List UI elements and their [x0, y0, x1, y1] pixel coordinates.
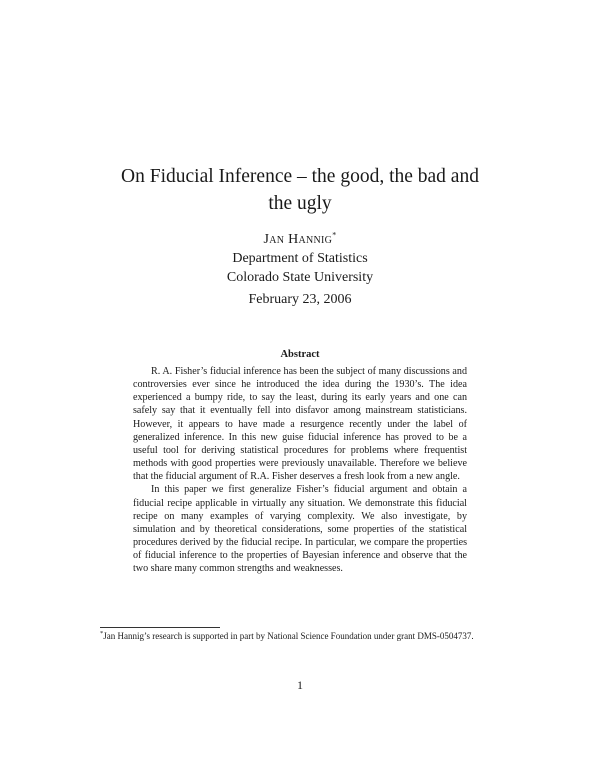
abstract-heading: Abstract	[280, 349, 320, 360]
title-line-2: the ugly	[268, 193, 332, 214]
paper-date: February 23, 2006	[248, 292, 352, 307]
footnote-text: Jan Hannig’s research is supported in part by National Science Foundation under grant DMS-0504737.	[103, 631, 474, 641]
abstract-body	[133, 365, 467, 576]
author-block	[100, 230, 500, 287]
footnote	[100, 630, 504, 642]
abstract-paragraph-1: R. A. Fisher’s fiducial inference has been the subject of many discussions and controversies ever since he introduced the idea during the 1930’s. The idea experienced a bumpy ride, to say the least, during its early years and one can safely say that it eventually fell into disfavor among mainstream statisticians. However, it appears to have made a resurgence recently under the label of generalized inference. In this new guise fiducial inference has proved to be a useful tool for deriving statistical procedures for problems where frequentist methods with good properties were previously unavailable. Therefore we believe that the fiducial argument of R.A. Fisher deserves a fresh look from a new angle.	[133, 366, 467, 483]
abstract-paragraph-2: In this paper we first generalize Fisher’s fiducial argument and obtain a fiducial recipe applicable in virtually any situation. We demonstrate this fiducial recipe on many examples of varying complexity. We also investigate, by simulation and by theoretical considerations, some properties of the statistical procedures derived by the fiducial recipe. In particular, we compare the properties of fiducial inference to the properties of Bayesian inference and observe that the two share many common strengths and weaknesses.	[133, 484, 467, 575]
author-footnote-marker: *	[332, 230, 337, 240]
author-university: Colorado State University	[226, 270, 374, 285]
author-department: Department of Statistics	[232, 251, 368, 266]
page-number: 1	[297, 678, 303, 692]
footnote-rule	[100, 627, 220, 628]
author-name	[100, 230, 500, 249]
footnote-marker: *	[100, 630, 104, 637]
title-line-1: On Fiducial Inference – the good, the bad and	[121, 166, 479, 187]
author-name-text: Jan Hannig	[263, 232, 333, 247]
paper-title	[90, 163, 510, 217]
